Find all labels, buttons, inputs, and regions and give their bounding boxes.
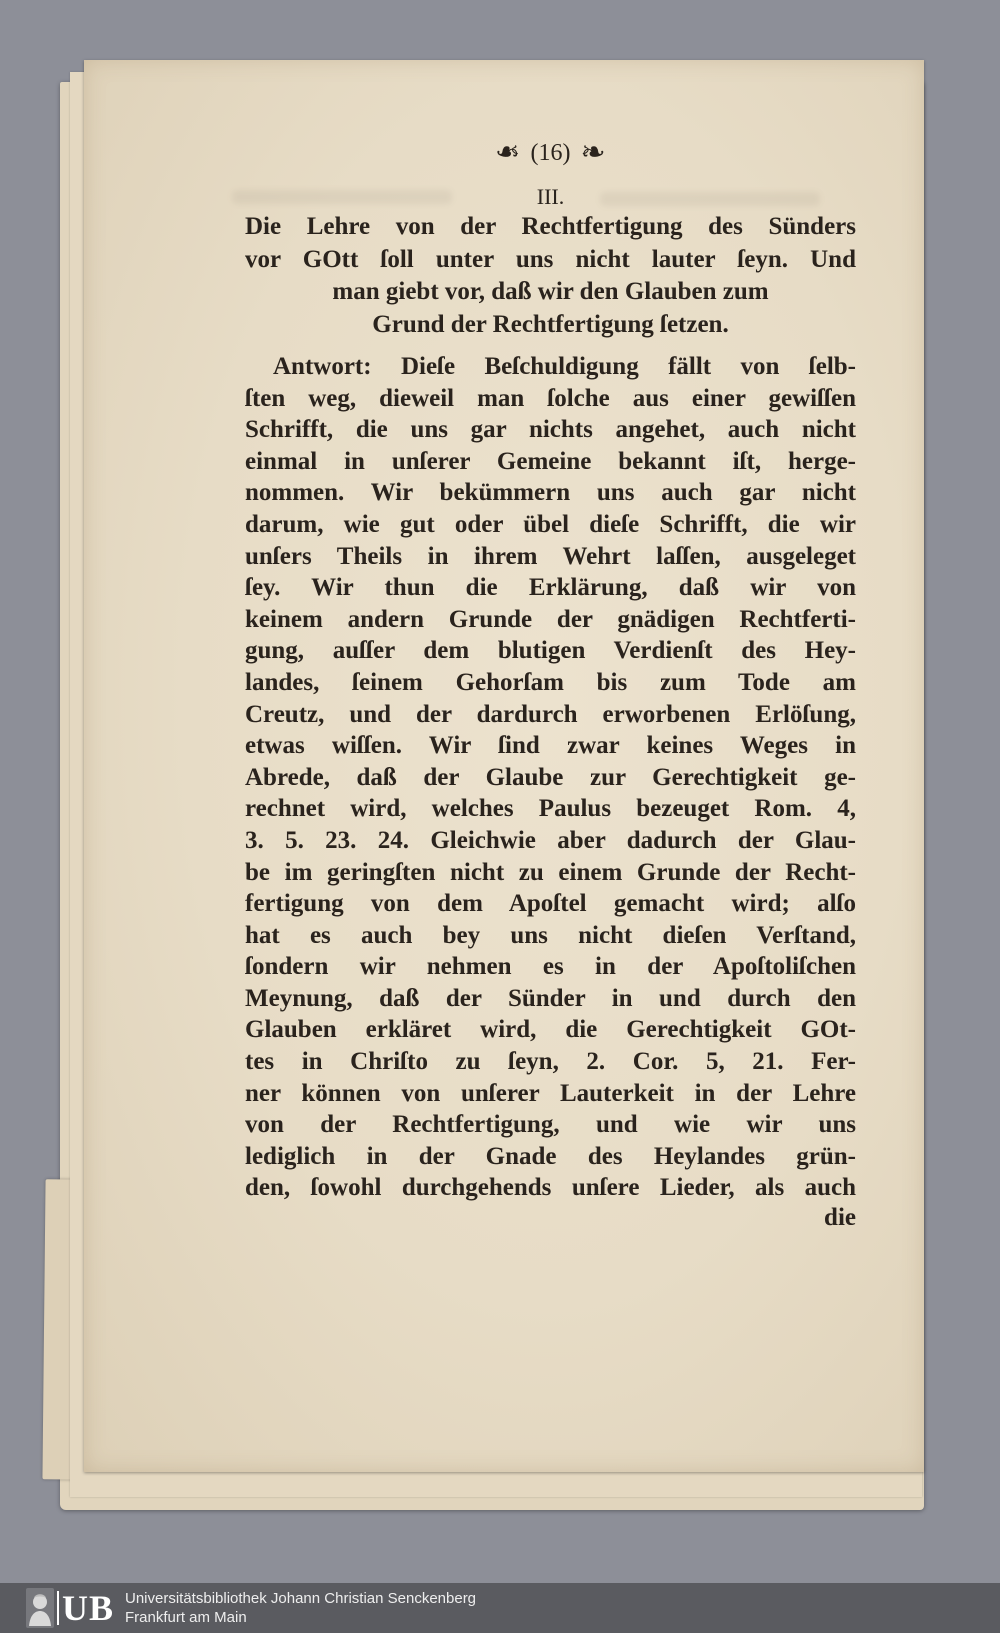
- text-line: nommen. Wir bekümmern uns auch gar nicht: [245, 479, 856, 507]
- catchword: die: [824, 1204, 856, 1232]
- answer-paragraph: [245, 351, 856, 1231]
- printed-text-block: [245, 137, 856, 1231]
- text-line: hat es auch bey uns nicht dieſen Verſtand,: [245, 921, 856, 949]
- page-number-line: [245, 137, 856, 169]
- text-line: Creutz, und der dardurch erworbenen Erlöſung,: [245, 700, 856, 728]
- text-line: gung, auſſer dem blutigen Verdienſt des Hey-: [245, 637, 856, 665]
- text-line: keinem andern Grunde der gnädigen Rechtferti-: [245, 605, 856, 633]
- text-line: einmal in unſerer Gemeine bekannt iſt, herge-: [245, 447, 856, 475]
- text-line: Glauben erkläret wird, die Gerechtigkeit GOt-: [245, 1016, 856, 1044]
- text-line: fertigung von dem Apoſtel gemacht wird; alſo: [245, 890, 856, 918]
- text-line: von der Rechtfertigung, und wie wir uns: [245, 1111, 856, 1139]
- text-line: Antwort: Dieſe Beſchuldigung fällt von ſelb-: [273, 353, 856, 380]
- heading-line: Grund der Rechtfertigung ſetzen.: [372, 310, 729, 338]
- section-numeral: III.: [536, 184, 565, 209]
- text-line: etwas wiſſen. Wir ſind zwar keines Weges in: [245, 732, 856, 760]
- text-line: ner können von unſerer Lauterkeit in der Lehre: [245, 1079, 856, 1107]
- text-line: unſers Theils in ihrem Wehrt laſſen, ausgeleget: [245, 542, 856, 570]
- logo-divider: [57, 1591, 59, 1625]
- fleuron-icon: [580, 137, 605, 169]
- text-line: tes in Chriſto zu ſeyn, 2. Cor. 5, 21. Fer-: [245, 1048, 856, 1076]
- text-line: Meynung, daß der Sünder in und durch den: [245, 984, 856, 1012]
- text-line: den, ſowohl durchgehends unſere Lieder, als auch: [245, 1174, 856, 1202]
- text-line: landes, ſeinem Gehorſam bis zum Tode am: [245, 668, 856, 696]
- ub-logo-text: UB: [62, 1588, 115, 1628]
- institution-name: Universitätsbibliothek Johann Christian Senckenberg: [125, 1590, 477, 1607]
- heading-line: vor GOtt ſoll unter uns nicht lauter ſeyn. Und: [245, 245, 856, 273]
- section-heading: [245, 211, 856, 341]
- text-line: rechnet wird, welches Paulus bezeuget Rom. 4,: [245, 795, 856, 823]
- heading-line: man giebt vor, daß wir den Glauben zum: [332, 278, 769, 305]
- heading-line: Die Lehre von der Rechtfertigung des Sünders: [245, 213, 856, 240]
- text-line: lediglich in der Gnade des Heylandes grün-: [245, 1142, 856, 1170]
- text-line: 3. 5. 23. 24. Gleichwie aber dadurch der Glau-: [245, 826, 856, 854]
- portrait-emblem-icon: [26, 1588, 54, 1628]
- page-number: (16): [530, 140, 571, 166]
- fleuron-icon: [495, 137, 520, 169]
- library-footer-bar: [0, 1583, 1000, 1633]
- text-line: ſey. Wir thun die Erklärung, daß wir von: [245, 574, 856, 602]
- text-line: ſondern wir nehmen es in der Apoſtoliſchen: [245, 953, 856, 981]
- text-line: be im geringſten nicht zu einem Grunde der Recht-: [245, 858, 856, 886]
- text-line: darum, wie gut oder übel dieſe Schrifft, die wir: [245, 510, 856, 538]
- text-line: ſten weg, dieweil man ſolche aus einer gewiſſen: [245, 384, 856, 412]
- text-line: Abrede, daß der Glaube zur Gerechtigkeit ge-: [245, 763, 856, 791]
- text-line: Schrifft, die uns gar nichts angehet, auch nicht: [245, 416, 856, 444]
- institution-city: Frankfurt am Main: [125, 1609, 247, 1626]
